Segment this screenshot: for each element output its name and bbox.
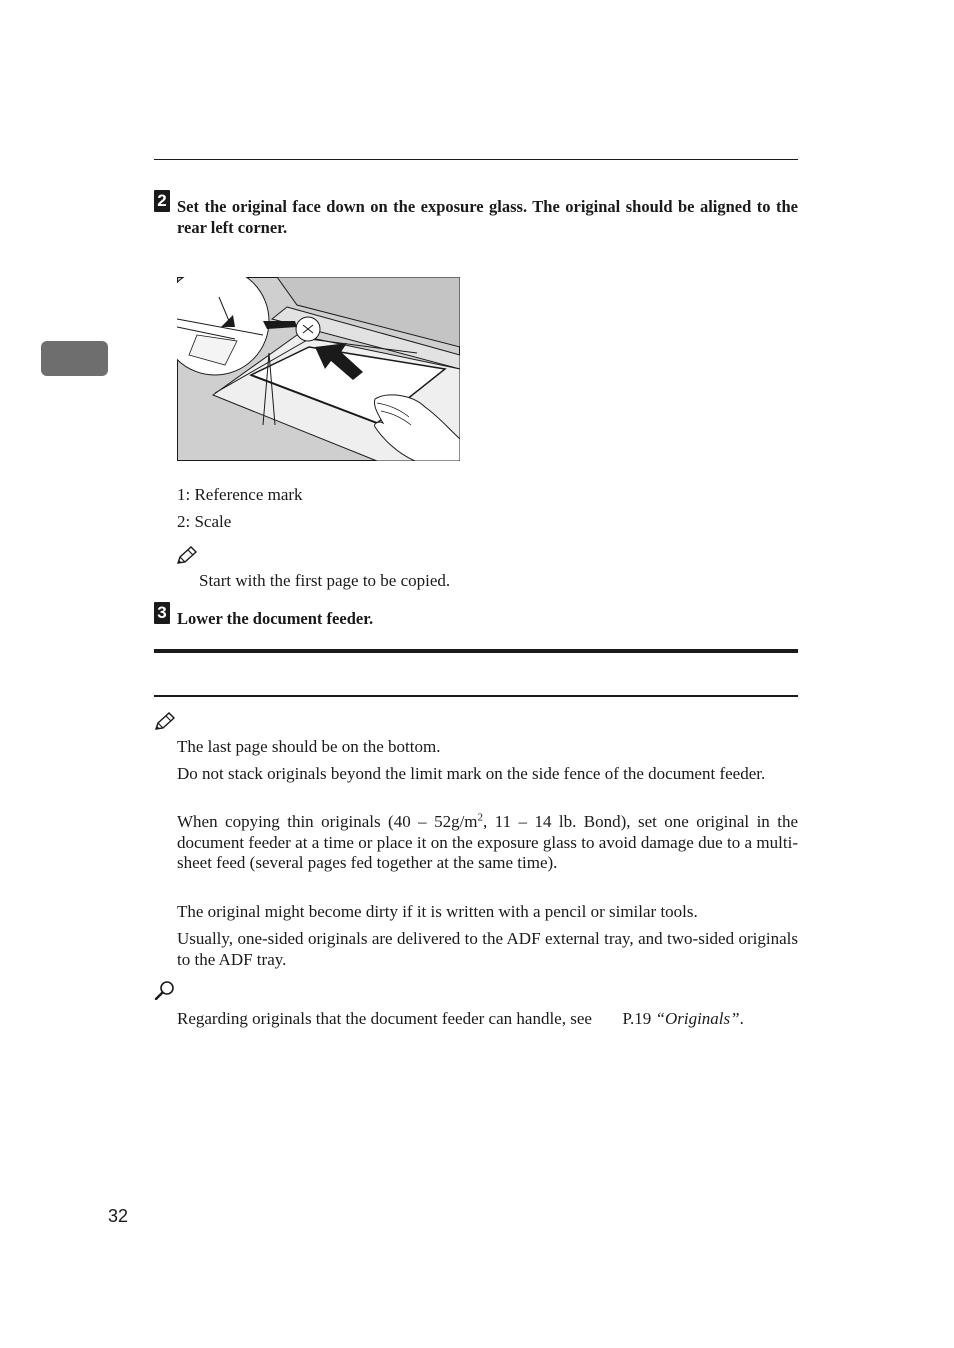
note-item-3-text-a: When copying thin originals (40 – 52g/m xyxy=(177,812,478,831)
note-item-4: The original might become dirty if it is written with a pencil or similar tools. xyxy=(177,902,698,921)
section-rule-thin xyxy=(154,695,798,697)
reference-text: Regarding originals that the document feeder can handle, see xyxy=(177,1009,592,1028)
figure-label-2: 2: Scale xyxy=(177,512,232,531)
note-start-first-page: Start with the first page to be copied. xyxy=(199,571,451,590)
chapter-tab-marker xyxy=(41,341,108,376)
note-item-2: Do not stack originals beyond the limit mark on the side fence of the document feeder. xyxy=(177,764,766,783)
figure-label-1: 1: Reference mark xyxy=(177,485,303,504)
step-2-text: Set the original face down on the exposure glass. The original should be aligned to the rear left corner. xyxy=(177,197,798,237)
note-item-3 xyxy=(177,812,798,874)
page-number: 32 xyxy=(108,1206,129,1226)
note-item-3-superscript: 2 xyxy=(477,811,484,824)
reference-page: P.19 xyxy=(622,1009,652,1028)
step-2-number: 2 xyxy=(154,190,170,212)
pencil-note-icon xyxy=(154,711,176,731)
header-rule xyxy=(154,159,798,160)
note-item-3-text-b: , 11 – 14 lb. Bond), set one original in the document feeder at a time or place it on the exposure glass to avoid damage due to a multi-sheet feed (several pages fed together at the same time). xyxy=(177,812,799,872)
note-item-1: The last page should be on the bottom. xyxy=(177,737,441,756)
section-rule-thick xyxy=(154,649,798,653)
pencil-note-icon xyxy=(176,545,198,565)
reference-paragraph xyxy=(177,1009,798,1030)
reference-link-originals[interactable]: “Originals” xyxy=(655,1009,740,1028)
step-3-text: Lower the document feeder. xyxy=(177,609,374,628)
reference-period: . xyxy=(739,1009,744,1028)
exposure-glass-illustration xyxy=(177,277,460,461)
step-3-number: 3 xyxy=(154,602,170,624)
magnifier-reference-icon xyxy=(154,980,176,1000)
note-item-5: Usually, one-sided originals are delivered to the ADF external tray, and two-sided originals to the ADF tray. xyxy=(177,929,798,969)
